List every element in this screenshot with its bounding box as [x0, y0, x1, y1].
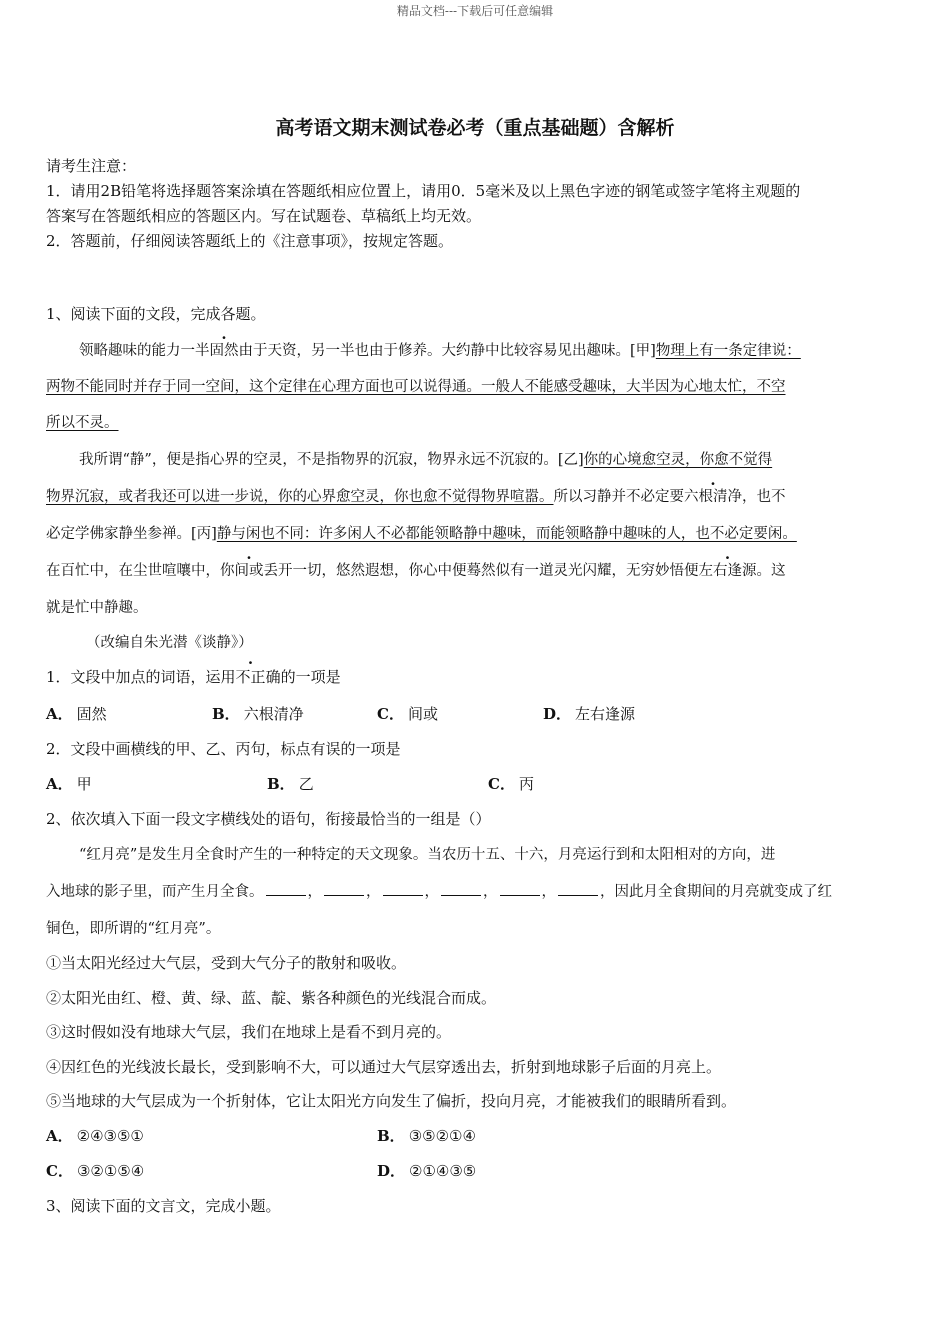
q2-item-5: ⑤当地球的大气层成为一个折射体，它让太阳光方向发生了偏折，投向月亮，才能被我们的眼睛所看到。 — [46, 1092, 737, 1110]
underlined-sentence-bing: 静与闲也不同：许多闲人不必都能领略静中趣味，而能领略静中趣味的人，也不必定要闲。 — [216, 526, 797, 542]
fill-blank — [441, 883, 481, 896]
q2-option-d[interactable]: D． ②①④③⑤ — [377, 1162, 477, 1180]
q1-intro: 1、阅读下面的文段，完成各题。 — [46, 305, 266, 323]
q1-para1-line2: 两物不能同时并存于同一空间，这个定律在心理方面也可以说得通。一般人不能感受趣味，大半因为心地太忙，不空 — [46, 379, 786, 395]
underlined-sentence-jia: 物理上有一条定律说： — [655, 343, 801, 359]
comma: ， — [541, 884, 556, 900]
fill-blank — [500, 883, 540, 896]
dotted-word: 不正 — [235, 668, 266, 686]
q1-para2-line4 — [46, 559, 786, 580]
q1-sub1-option-b[interactable]: B． 六根清净 — [212, 705, 304, 723]
text-run: 我所谓“静”，便是指心界的空灵，不是指物界的沉寂，物界永远不沉寂的。[乙] — [79, 452, 584, 468]
comma: ， — [366, 884, 381, 900]
text-run: 领略趣味的能力一半 — [79, 343, 210, 359]
q2-passage-line3: 铜色，即所谓的“红月亮”。 — [46, 921, 221, 937]
page-title: 高考语文期末测试卷必考（重点基础题）含解析 — [275, 117, 675, 139]
text-run: 。这 — [756, 563, 786, 579]
text-run: 入地球的影子里，而产生月全食。 — [46, 884, 264, 900]
q2-item-1: ①当太阳光经过大气层，受到大气分子的散射和吸收。 — [46, 954, 407, 972]
q1-sub2-option-b[interactable]: B． 乙 — [267, 775, 314, 793]
q2-passage-line1: “红月亮”是发生月全食时产生的一种特定的天文现象。当农历十五、十六，月亮运行到和太阳相对的方向，进 — [79, 847, 776, 863]
q1-para1-line3: 所以不灵。 — [46, 415, 119, 431]
text-run: 确的一项是 — [265, 668, 341, 686]
q2-option-c[interactable]: C． ③②①⑤④ — [46, 1162, 145, 1180]
q1-sub1-option-a[interactable]: A． 固然 — [46, 705, 107, 723]
notice-item-1a: 1．请用2B铅笔将选择题答案涂填在答题纸相应位置上，请用0．5毫米及以上黑色字迹的钢笔或签字笔将主观题的 — [46, 182, 801, 200]
text-run: 1．文段中加点的词语，运用 — [46, 668, 236, 686]
fill-blank — [383, 883, 423, 896]
q1-sub2-question: 2．文段中画横线的甲、乙、丙句，标点有误的一项是 — [46, 740, 401, 758]
notice-item-1b: 答案写在答题纸相应的答题区内。写在试题卷、草稿纸上均无效。 — [46, 207, 482, 225]
q1-para2-line3 — [46, 522, 797, 543]
q3-intro: 3、阅读下面的文言文，完成小题。 — [46, 1197, 281, 1215]
q2-option-a[interactable]: A． ②④③⑤① — [46, 1127, 144, 1145]
text-run: 必定学佛家静坐参禅。[丙] — [46, 526, 217, 542]
q1-sub1-option-c[interactable]: C． 间或 — [377, 705, 438, 723]
q1-sub1-question — [46, 666, 341, 687]
notice-heading: 请考生注意： — [46, 157, 137, 175]
comma: ， — [307, 884, 322, 900]
underlined-sentence-yi-cont: 物界沉寂，或者我还可以进一步说，你的心界愈空灵，你也愈不觉得物界喧嚣。 — [46, 489, 554, 505]
q2-passage-line2 — [46, 880, 832, 901]
q2-item-2: ②太阳光由红、橙、黄、绿、蓝、靛、紫各种颜色的光线混合而成。 — [46, 989, 497, 1007]
dotted-word: 固然 — [209, 343, 239, 359]
q2-item-4: ④因红色的光线波长最长，受到影响不大，可以通过大气层穿透出去，折射到地球影子后面的月亮上。 — [46, 1058, 722, 1076]
dotted-word: 左右逢源 — [698, 563, 757, 579]
q1-sub2-option-c[interactable]: C． 丙 — [488, 775, 534, 793]
dotted-word: 六根清净 — [684, 489, 742, 505]
q1-para1-line1 — [79, 339, 801, 360]
q1-sub2-option-a[interactable]: A． 甲 — [46, 775, 92, 793]
text-run: 所以习静并不必定要 — [553, 489, 684, 505]
q2-intro: 2、依次填入下面一段文字横线处的语句，衔接最恰当的一组是（） — [46, 810, 491, 828]
text-run: 由于天资，另一半也由于修养。大约静中比较容易见出趣味。[甲] — [238, 343, 656, 359]
comma: ， — [483, 884, 498, 900]
text-run: 丢开一切，悠然遐想，你心中便蓦然似有一道灵光闪耀，无穷妙悟便 — [263, 563, 699, 579]
fill-blank — [266, 883, 306, 896]
q2-item-3: ③这时假如没有地球大气层，我们在地球上是看不到月亮的。 — [46, 1023, 452, 1041]
text-run: 在百忙中，在尘世喧嚷中，你 — [46, 563, 235, 579]
notice-item-2: 2．答题前，仔细阅读答题纸上的《注意事项》，按规定答题。 — [46, 232, 454, 250]
q1-sub1-option-d[interactable]: D． 左右逢源 — [543, 705, 636, 723]
q1-para2-line1 — [79, 448, 772, 469]
underlined-sentence-yi: 你的心境愈空灵，你愈不觉得 — [583, 452, 773, 468]
fill-blank — [324, 883, 364, 896]
dotted-word: 间或 — [234, 563, 264, 579]
text-run: ，因此月全食期间的月亮就变成了红 — [600, 884, 832, 900]
q1-para2-line2 — [46, 485, 786, 506]
page-header-note: 精品文档---下载后可任意编辑 — [396, 4, 554, 18]
q1-para2-line5: 就是忙中静趣。 — [46, 600, 148, 616]
fill-blank — [558, 883, 598, 896]
q2-option-b[interactable]: B． ③⑤②①④ — [377, 1127, 476, 1145]
text-run: ，也不 — [742, 489, 786, 505]
comma: ， — [424, 884, 439, 900]
q1-source: （改编自朱光潜《谈静》） — [86, 635, 253, 651]
